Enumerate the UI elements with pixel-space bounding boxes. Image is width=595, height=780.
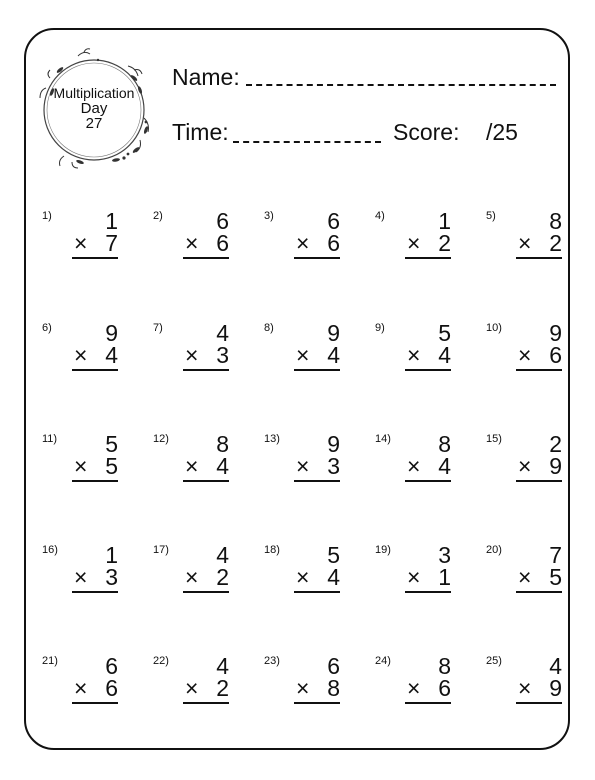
problem-item: [375, 544, 463, 624]
problem-top-factor: 6: [327, 208, 340, 234]
problem-number: 15): [486, 433, 502, 445]
problem-item: [264, 322, 352, 402]
problem-bottom-factor: 6: [438, 675, 451, 701]
problem-item: [264, 210, 352, 290]
problem-bottom-factor: 6: [105, 675, 118, 701]
problem-bottom-factor: 1: [438, 564, 451, 590]
problem-bottom-factor: 2: [549, 230, 562, 256]
badge-title: Multiplication: [53, 85, 135, 101]
problem-bottom-factor: 4: [216, 453, 229, 479]
problem-bottom-factor: 2: [216, 675, 229, 701]
problem-top-factor: 5: [327, 542, 340, 568]
problem-number: 7): [153, 322, 163, 334]
problem-number: 6): [42, 322, 52, 334]
problem-bottom-factor: 8: [327, 675, 340, 701]
multiply-sign: ×: [518, 564, 532, 590]
problem-number: 20): [486, 544, 502, 556]
problem-number: 10): [486, 322, 502, 334]
problem-top-factor: 1: [105, 542, 118, 568]
problem-number: 9): [375, 322, 385, 334]
problem-item: [153, 210, 241, 290]
multiply-sign: ×: [296, 453, 310, 479]
multiply-sign: ×: [407, 230, 421, 256]
multiply-sign: ×: [407, 453, 421, 479]
score-total: /25: [486, 119, 518, 145]
problem-number: 11): [42, 433, 58, 445]
multiply-sign: ×: [407, 342, 421, 368]
problem-bottom-factor: 3: [105, 564, 118, 590]
multiply-sign: ×: [407, 564, 421, 590]
multiply-sign: ×: [74, 564, 88, 590]
problem-bottom-factor: 3: [327, 453, 340, 479]
problem-top-factor: 6: [216, 208, 229, 234]
problem-bottom-row: [72, 677, 118, 704]
problem-bottom-factor: 7: [105, 230, 118, 256]
problem-top-factor: 9: [327, 320, 340, 346]
problem-bottom-factor: 4: [327, 564, 340, 590]
multiply-sign: ×: [296, 675, 310, 701]
problem-bottom-row: [294, 344, 340, 371]
problem-bottom-row: [72, 455, 118, 482]
multiply-sign: ×: [518, 675, 532, 701]
problem-bottom-factor: 4: [105, 342, 118, 368]
problem-top-factor: 2: [549, 431, 562, 457]
problem-bottom-row: [294, 677, 340, 704]
multiply-sign: ×: [185, 564, 199, 590]
problem-item: [375, 433, 463, 513]
problem-item: [486, 210, 574, 290]
multiply-sign: ×: [518, 342, 532, 368]
problem-top-factor: 4: [549, 653, 562, 679]
problem-number: 18): [264, 544, 280, 556]
problem-item: [264, 544, 352, 624]
problem-bottom-row: [183, 677, 229, 704]
problem-item: [375, 322, 463, 402]
multiply-sign: ×: [74, 230, 88, 256]
problem-number: 2): [153, 210, 163, 222]
problem-bottom-row: [516, 455, 562, 482]
problem-item: [486, 544, 574, 624]
problem-number: 5): [486, 210, 496, 222]
problem-item: [153, 322, 241, 402]
problem-number: 14): [375, 433, 391, 445]
problem-bottom-factor: 2: [438, 230, 451, 256]
problem-number: 8): [264, 322, 274, 334]
problem-top-factor: 9: [105, 320, 118, 346]
time-label: Time:: [172, 119, 229, 145]
problem-bottom-row: [72, 566, 118, 593]
problem-number: 24): [375, 655, 391, 667]
multiply-sign: ×: [185, 342, 199, 368]
problem-bottom-row: [294, 455, 340, 482]
problem-bottom-factor: 3: [216, 342, 229, 368]
multiply-sign: ×: [407, 675, 421, 701]
problem-bottom-factor: 9: [549, 453, 562, 479]
problem-top-factor: 1: [438, 208, 451, 234]
problem-top-factor: 8: [438, 653, 451, 679]
problem-bottom-row: [72, 344, 118, 371]
problem-item: [42, 433, 130, 513]
problem-top-factor: 9: [327, 431, 340, 457]
problem-top-factor: 6: [327, 653, 340, 679]
problem-item: [42, 210, 130, 290]
problem-top-factor: 5: [438, 320, 451, 346]
problem-bottom-row: [183, 566, 229, 593]
badge-day-label: Day: [80, 100, 108, 117]
multiply-sign: ×: [74, 453, 88, 479]
problem-bottom-factor: 4: [438, 342, 451, 368]
problem-bottom-row: [516, 344, 562, 371]
problem-number: 3): [264, 210, 274, 222]
problem-top-factor: 8: [549, 208, 562, 234]
problem-item: [153, 655, 241, 735]
problem-bottom-row: [183, 344, 229, 371]
multiply-sign: ×: [296, 564, 310, 590]
multiply-sign: ×: [296, 342, 310, 368]
multiply-sign: ×: [296, 230, 310, 256]
problem-top-factor: 4: [216, 320, 229, 346]
problem-bottom-factor: 6: [549, 342, 562, 368]
multiply-sign: ×: [185, 675, 199, 701]
problem-number: 12): [153, 433, 169, 445]
name-label: Name:: [172, 64, 240, 90]
problem-item: [486, 655, 574, 735]
multiply-sign: ×: [185, 230, 199, 256]
multiply-sign: ×: [74, 675, 88, 701]
problem-bottom-row: [405, 677, 451, 704]
problem-number: 22): [153, 655, 169, 667]
problem-bottom-row: [516, 677, 562, 704]
problem-bottom-row: [516, 232, 562, 259]
problem-number: 25): [486, 655, 502, 667]
problem-top-factor: 8: [438, 431, 451, 457]
problem-bottom-factor: 5: [549, 564, 562, 590]
problem-item: [375, 655, 463, 735]
problem-bottom-row: [72, 232, 118, 259]
problem-top-factor: 8: [216, 431, 229, 457]
problem-bottom-factor: 2: [216, 564, 229, 590]
problem-item: [264, 433, 352, 513]
problem-bottom-factor: 4: [438, 453, 451, 479]
problem-top-factor: 3: [438, 542, 451, 568]
multiply-sign: ×: [74, 342, 88, 368]
problem-item: [375, 210, 463, 290]
problem-bottom-factor: 4: [327, 342, 340, 368]
problem-number: 13): [264, 433, 280, 445]
problem-bottom-row: [294, 232, 340, 259]
score-label: Score:: [393, 119, 460, 145]
multiply-sign: ×: [518, 230, 532, 256]
problem-number: 19): [375, 544, 391, 556]
problem-bottom-factor: 9: [549, 675, 562, 701]
problem-number: 21): [42, 655, 58, 667]
badge-day-number: 27: [85, 115, 103, 132]
problem-top-factor: 9: [549, 320, 562, 346]
problem-top-factor: 4: [216, 653, 229, 679]
problem-number: 23): [264, 655, 280, 667]
multiply-sign: ×: [185, 453, 199, 479]
problem-item: [153, 544, 241, 624]
multiply-sign: ×: [518, 453, 532, 479]
problem-top-factor: 1: [105, 208, 118, 234]
problem-number: 17): [153, 544, 169, 556]
problem-item: [42, 544, 130, 624]
problem-item: [42, 655, 130, 735]
problem-bottom-factor: 6: [216, 230, 229, 256]
problem-number: 1): [42, 210, 52, 222]
problem-bottom-row: [405, 566, 451, 593]
problem-bottom-row: [405, 344, 451, 371]
problem-number: 16): [42, 544, 58, 556]
problem-item: [42, 322, 130, 402]
problem-item: [486, 433, 574, 513]
problem-top-factor: 5: [105, 431, 118, 457]
problem-bottom-factor: 5: [105, 453, 118, 479]
problem-number: 4): [375, 210, 385, 222]
problem-item: [153, 433, 241, 513]
problem-bottom-row: [405, 232, 451, 259]
problem-bottom-row: [183, 455, 229, 482]
problem-item: [486, 322, 574, 402]
problem-top-factor: 7: [549, 542, 562, 568]
problem-item: [264, 655, 352, 735]
problem-top-factor: 4: [216, 542, 229, 568]
problem-bottom-row: [405, 455, 451, 482]
problem-bottom-row: [516, 566, 562, 593]
problem-bottom-row: [183, 232, 229, 259]
problem-bottom-factor: 6: [327, 230, 340, 256]
problem-top-factor: 6: [105, 653, 118, 679]
problem-bottom-row: [294, 566, 340, 593]
